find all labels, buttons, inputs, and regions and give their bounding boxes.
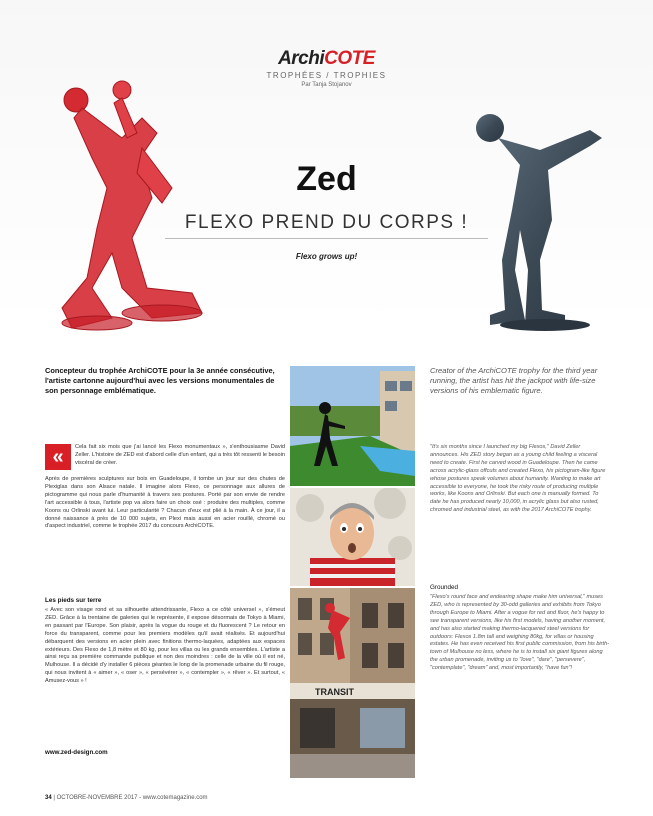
section-heading-fr: Les pieds sur terre bbox=[45, 597, 102, 604]
photo-street-installation bbox=[290, 588, 415, 778]
website-link[interactable]: www.zed-design.com bbox=[45, 749, 108, 756]
issue-info: OCTOBRE-NOVEMBRE 2017 - www.cotemagazine.com bbox=[56, 795, 208, 801]
section-label: TROPHÉES / TROPHIES bbox=[266, 71, 387, 80]
article-subtitle: FLEXO PREND DU CORPS ! bbox=[184, 212, 469, 233]
shop-sign-text: TRANSIT bbox=[315, 687, 354, 697]
body-fr-paragraph-1-start: Cela fait six mois que j'ai lancé les Flexo monumentaux », s'enthousiasme David Zeller. L'histoire de ZED est d'abord celle d'un enfant, qui a très tôt ressenti le besoin viscéral de créer. bbox=[75, 444, 285, 466]
photo-street-image bbox=[290, 588, 415, 778]
photo-garden-image bbox=[290, 366, 415, 486]
title-divider bbox=[165, 238, 488, 239]
author-byline: Par Tanja Stojanov bbox=[301, 82, 352, 88]
article-title: Zed bbox=[296, 160, 357, 198]
brand-name bbox=[250, 48, 403, 70]
lead-paragraph-en: Creator of the ArchiCOTE trophy for the third year running, the artist has hit the jackpot with life-size versions of his emblematic figure. bbox=[430, 366, 598, 395]
body-en-paragraph-1: "It's six months since I launched my big Flexos," David Zeller announces. His ZED story began as a young child feeling a visceral need to create. First he carved wood in Guadeloupe. Then he came across acrylic-glass offcuts and created Flexo, his pictogram-like figure whose postures speak volumes about humanity. Wanting to make art accessible to everyone, he took the risky route of producing multiple works, like Koons and Orlinski. But each one is manually formed. To date he has produced nearly 10,000, in acrylic glass but also rusted, chromed and industrial steel, as with the 2017 ArchiCOTE trophy. bbox=[430, 444, 606, 514]
photo-artist-portrait bbox=[290, 488, 415, 586]
body-en-paragraph-2: "Flexo's round face and endearing shape make him universal," muses ZED, who is represented by 30-odd galleries and exhibits from Tokyo through Europe to Miami. After a vogue for red and fluor, he's happy to see transparent versions, like his first models, having another moment, and has also started making thermo-lacquered steel versions for outdoors: Flexos 1.8m tall and weighing 80kg, for villas or housing estates. He has even received his first public commission, from his birth-town of Mulhouse no less, where he is to install six giant figures along the urban promenade, inviting us to "love", "dare", "persevere", "contemplate", "dream" and, most importantly, "have fun"! bbox=[430, 594, 610, 672]
quote-dropcap: « bbox=[52, 446, 64, 468]
photo-garden-sculpture bbox=[290, 366, 415, 486]
lead-paragraph-fr: Concepteur du trophée ArchiCOTE pour la 3e année consécutive, l'artiste cartonne aujourd'hui avec les versions monumentales de son personnage emblématique. bbox=[45, 366, 275, 395]
red-flexo-sculpture bbox=[52, 78, 207, 340]
body-fr-paragraph-2: « Avec son visage rond et sa silhouette attendrissante, Flexo a ce côté universel », s'émeut ZED. Grâce à la trentaine de galeries qui le représente, il expose désormais de Tokyo à Miami, en passant par l'Europe. Son plaisir, après la vogue du rouge et du fluorescent ? Le retour en force du transparent, comme pour les premiers modèles qu'il avait réalisés. Et aujourd'hui débarquent des versions en acier plein avec finitions thermo-laquées, adaptées aux espaces extérieurs. Des Flexo de 1,8 mètre et 80 kg, pour les villas ou les grands ensembles. L'artiste a ainsi reçu sa première commande publique et non des moindres : celle de la ville où il est né, Mulhouse. Il a décidé d'y installer 6 pièces géantes le long de la promenade urbaine du fil rouge, qui nous invitent à « aimer », « oser », « persévérer », « contempler », « rêver ». Et surtout, « Amusez-vous » ! bbox=[45, 607, 285, 685]
english-tagline: Flexo grows up! bbox=[295, 252, 358, 261]
body-fr-paragraph-1-rest: Après de premières sculptures sur bois en Guadeloupe, il tombe un jour sur des chutes de Plexiglas dans son Alsace natale. Il imagine alors Flexo, ce personnage aux allures de pictogramme qui nous parle d'humanité à travers ses postures. Porté par son envie de rendre l'art accessible à tous, l'artiste pop va alors faire un choix osé : produire des multiples, comme Koons ou Orlinski avant lui. Leur particularité ? Chacun d'eux est plié à la main. À ce jour, il a donné naissance à près de 10 000 sujets, en Plexi mais aussi en acier rouillé, chromé ou d'aspect industriel, comme le trophée 2017 du concours ArchiCOTE. bbox=[45, 476, 285, 530]
brand-part-archi: Archi bbox=[278, 48, 325, 69]
photo-portrait-image bbox=[290, 488, 415, 586]
brand-part-cote: COTE bbox=[324, 48, 375, 69]
page-footer: 34 | OCTOBRE-NOVEMBRE 2017 - www.cotemagazine.com bbox=[45, 795, 208, 801]
page-number: 34 bbox=[45, 795, 52, 801]
section-heading-en: Grounded bbox=[430, 584, 459, 591]
quote-dropcap-box bbox=[45, 444, 71, 470]
archicote-logo bbox=[250, 48, 403, 88]
